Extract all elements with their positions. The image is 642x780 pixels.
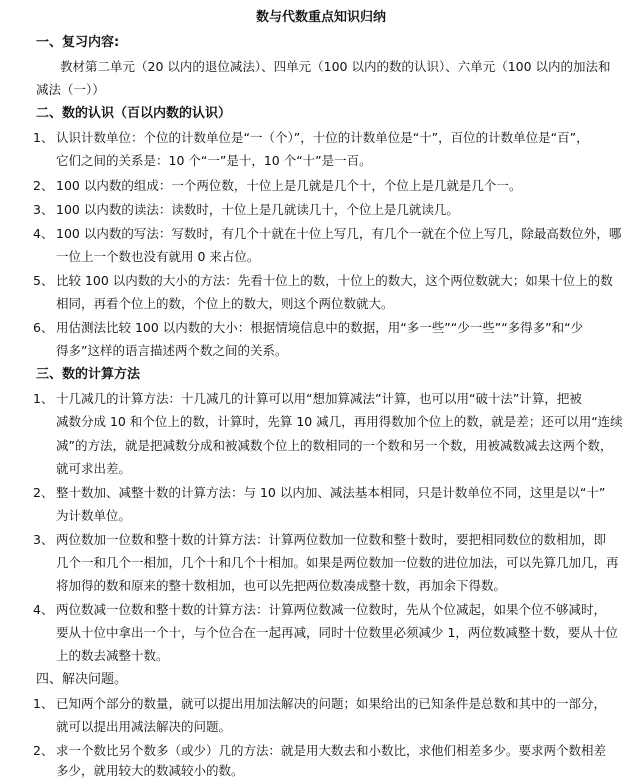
list-item-line: 得多”这样的语言描述两个数之间的关系。 bbox=[56, 343, 288, 358]
list-number: 6、 bbox=[33, 320, 54, 335]
list-item-line: 比较 100 以内数的大小的方法：先看十位上的数，十位上的数大，这个两位数就大；如果十位上的数 bbox=[56, 273, 613, 288]
list-item-line: 相同，再看个位上的数，个位上的数大，则这个两位数就大。 bbox=[56, 296, 394, 311]
list-number: 4、 bbox=[33, 226, 54, 241]
list-item-line: 要从十位中拿出一个十，与个位合在一起再减，同时十位数里必须减少 1，两位数减整十数，要从十位 bbox=[56, 625, 618, 640]
list-number: 2、 bbox=[33, 178, 54, 193]
list-number: 3、 bbox=[33, 202, 54, 217]
list-item-line: 两位数减一位数和整十数的计算方法：计算两位数减一位数时，先从个位减起，如果个位不够减时， bbox=[56, 602, 607, 617]
list-item-line: 上的数去减整十数。 bbox=[56, 648, 169, 663]
list-item-line: 多少，就用较大的数减较小的数。 bbox=[56, 763, 244, 778]
list-item-line: 100 以内数的写法：写数时，有几个十就在十位上写几，有几个一就在个位上写几，除最高数位外，哪 bbox=[56, 226, 622, 241]
list-number: 1、 bbox=[33, 391, 54, 406]
section-heading-number-recognition: 二、数的认识（百以内数的认识） bbox=[36, 106, 232, 121]
list-number: 5、 bbox=[33, 273, 54, 288]
list-item-line: 将加得的数和原来的整十数相加，也可以先把两位数凑成整十数，再加余下得数。 bbox=[56, 578, 507, 593]
list-number: 2、 bbox=[33, 485, 54, 500]
list-item-line: 十几减几的计算方法：十几减几的计算可以用“想加算减法”计算，也可以用“破十法”计算，把被 bbox=[56, 391, 582, 406]
list-item-line: 就可求出差。 bbox=[56, 461, 132, 476]
list-item-line: 100 以内数的组成：一个两位数，十位上是几就是几个十，个位上是几就是几个一。 bbox=[56, 178, 522, 193]
list-item-line: 已知两个部分的数量，就可以提出用加法解决的问题；如果给出的已知条件是总数和其中的一部分， bbox=[56, 696, 607, 711]
section-heading-calculation-methods: 三、数的计算方法 bbox=[36, 367, 141, 382]
list-item-line: 两位数加一位数和整十数的计算方法：计算两位数加一位数和整十数时，要把相同数位的数相加，即 bbox=[56, 532, 607, 547]
list-item-line: 为计数单位。 bbox=[56, 508, 132, 523]
list-item-line: 用估测法比较 100 以内数的大小：根据情境信息中的数据，用“多一些”“少一些”“多得多”和“少 bbox=[56, 320, 584, 335]
list-number: 1、 bbox=[33, 696, 54, 711]
list-item-line: 求一个数比另个数多（或少）几的方法：就是用大数去和小数比，求他们相差多少。要求两个数相差 bbox=[56, 743, 607, 758]
paragraph-line: 减法（一）） bbox=[36, 82, 105, 97]
list-number: 3、 bbox=[33, 532, 54, 547]
list-number: 2、 bbox=[33, 743, 54, 758]
section-heading-review-content: 一、复习内容: bbox=[36, 35, 120, 50]
list-item-line: 整十数加、减整十数的计算方法：与 10 以内加、减法基本相同，只是计数单位不同，这里是以“十” bbox=[56, 485, 606, 500]
list-item-line: 它们之间的关系是：10 个“一”是十，10 个“十”是一百。 bbox=[56, 153, 372, 168]
list-item-line: 100 以内数的读法：读数时，十位上是几就读几十，个位上是几就读几。 bbox=[56, 202, 459, 217]
document-title: 数与代数重点知识归纳 bbox=[255, 10, 386, 25]
list-item-line: 减”的方法，就是把减数分成和被减数个位上的数相同的一个数和另一个数，用被减数减去这两个数， bbox=[56, 438, 613, 453]
list-item-line: 几个一和几个一相加，几个十和几个十相加。如果是两位数加一位数的进位加法，可以先算几加几，再 bbox=[56, 555, 619, 570]
list-number: 1、 bbox=[33, 130, 54, 145]
list-item-line: 一位上一个数也没有就用 0 来占位。 bbox=[56, 249, 260, 264]
list-number: 4、 bbox=[33, 602, 54, 617]
list-item-line: 减数分成 10 和个位上的数，计算时，先算 10 减几，再用得数加个位上的数，就是差；还可以用“连续 bbox=[56, 414, 623, 429]
list-item-line: 认识计数单位：个位的计数单位是“一（个）”，十位的计数单位是“十”，百位的计数单位是“百”， bbox=[56, 130, 589, 145]
list-item-line: 就可以提出用减法解决的问题。 bbox=[56, 719, 232, 734]
section-heading-problem-solving: 四、解决问题。 bbox=[36, 672, 128, 687]
paragraph-line: 教材第二单元（20 以内的退位减法）、四单元（100 以内的数的认识）、六单元（100 以内的加法和 bbox=[60, 59, 611, 74]
